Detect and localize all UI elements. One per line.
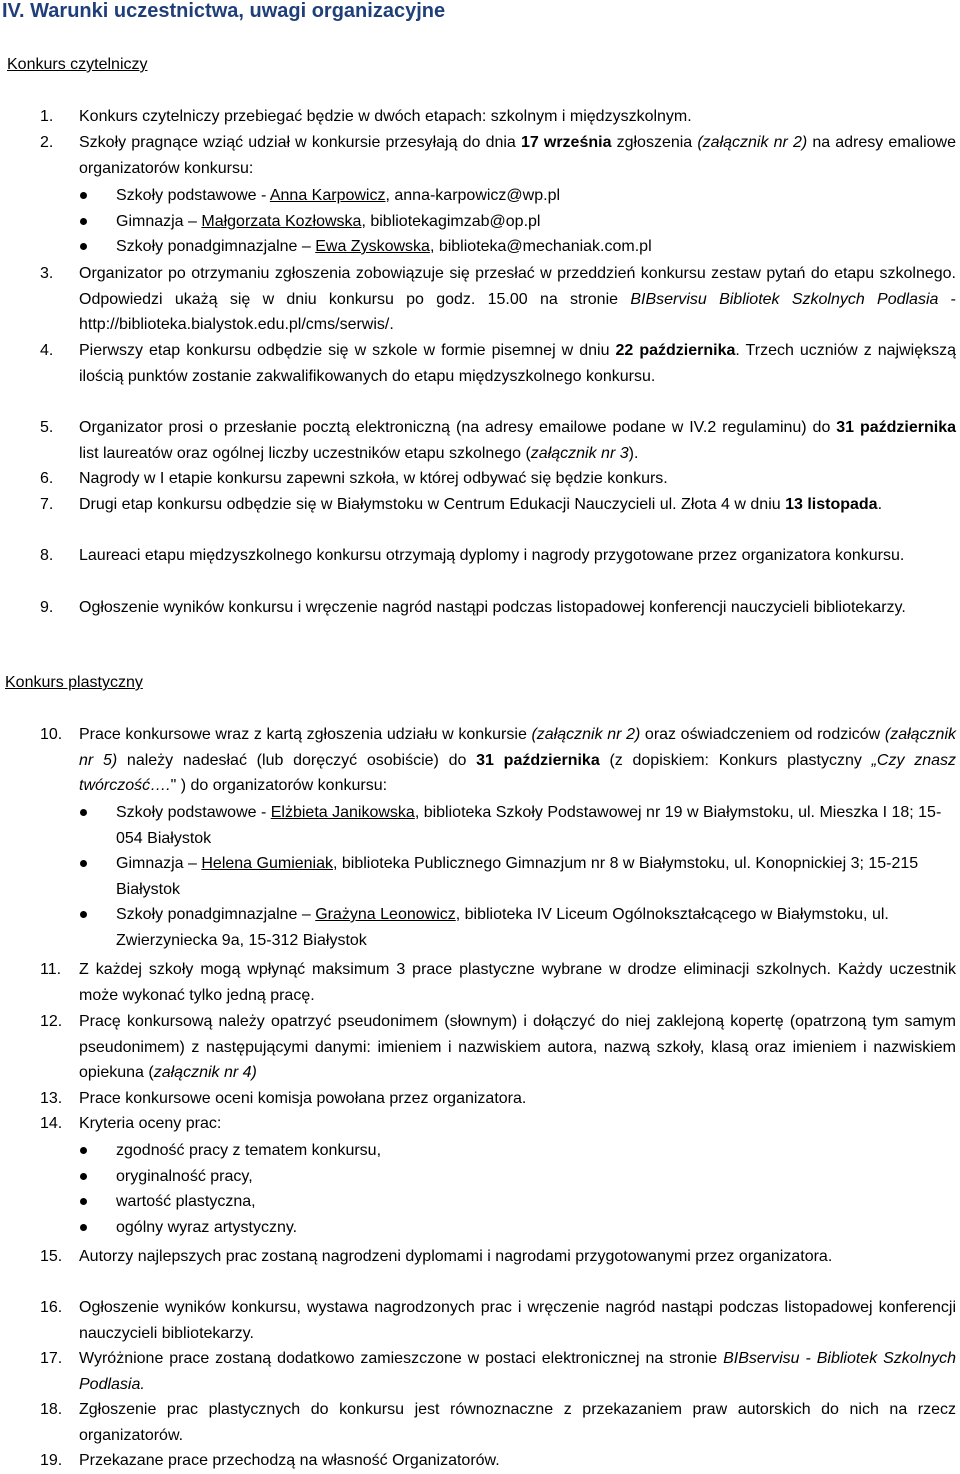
- criteria-list: [80, 1138, 956, 1240]
- person-name: Anna Karpowicz: [269, 187, 386, 204]
- bullet-icon: [80, 1147, 87, 1154]
- list-item: Szkoły ponadgimnazjalne – Grażyna Leonowicz, biblioteka IV Liceum Ogólnokształcącego w Białymstoku, ul. Zwierzyniecka 9a, 15-312 Białystok: [80, 902, 956, 953]
- list-item-6: 6. Nagrody w I etapie konkursu zapewni szkoła, w której odbywać się będzie konkurs.: [40, 470, 668, 487]
- list-item-15: 15. Autorzy najlepszych prac zostaną nagrodzeni dyplomami i nagrodami przygotowanymi przez organizatora.: [40, 1248, 833, 1265]
- person-name: Grażyna Leonowicz: [315, 906, 456, 923]
- list-item: Szkoły ponadgimnazjalne – Ewa Zyskowska, biblioteka@mechaniak.com.pl: [80, 234, 956, 260]
- bullet-icon: [80, 1173, 87, 1180]
- list-item: Gimnazja – Helena Gumieniak, biblioteka Publicznego Gimnazjum nr 8 w Białymstoku, ul. Konopnickiej 3; 15-215 Białystok: [80, 851, 956, 902]
- art-organizers-list: [80, 800, 956, 953]
- bullet-icon: [80, 192, 87, 199]
- list-item-8: 8. Laureaci etapu międzyszkolnego konkursu otrzymają dyplomy i nagrody przygotowane przez organizatora konkursu.: [40, 547, 905, 564]
- bullet-icon: [80, 809, 87, 816]
- list-item-4: 4. Pierwszy etap konkursu odbędzie się w szkole w formie pisemnej w dniu 22 października. Trzech uczniów z największą ilością punktów zostanie zakwalifikowanych do etapu międzyszkolnego konkursu.: [40, 342, 956, 385]
- list-item-17: 17. Wyróżnione prace zostaną dodatkowo zamieszczone w postaci elektronicznej na stronie BIBservisu - Bibliotek Szkolnych Podlasia.: [40, 1350, 957, 1393]
- section-title-art-contest: Konkurs plastyczny: [5, 674, 143, 691]
- list-item: wartość plastyczna,: [80, 1189, 956, 1215]
- bullet-icon: [80, 1224, 87, 1231]
- list-item-19: 19. Przekazane prace przechodzą na własność Organizatorów.: [40, 1452, 500, 1469]
- list-item: Gimnazja – Małgorzata Kozłowska, bibliotekagimzab@op.pl: [80, 209, 956, 235]
- bullet-icon: [80, 218, 87, 225]
- list-item-12: 12. Pracę konkursową należy opatrzyć pseudonimem (słownym) i dołączyć do niej zaklejoną kopertę (opatrzoną tym samym pseudonimem) z następującymi danymi: imieniem i nazwiskiem autora, nazwą szkoły, klasą oraz imieniem i nazwiskiem opiekuna (załącznik nr 4): [40, 1013, 956, 1081]
- list-item-9: 9. Ogłoszenie wyników konkursu i wręczenie nagród nastąpi podczas listopadowej konferencji nauczycieli bibliotekarzy.: [40, 599, 906, 616]
- bullet-icon: [80, 243, 87, 250]
- list-item-2: 2. Szkoły pragnące wziąć udział w konkursie przesyłają do dnia 17 września zgłoszenia (załącznik nr 2) na adresy emaliowe organizatorów konkursu:: [40, 134, 957, 177]
- section-title-reading-contest: Konkurs czytelniczy: [7, 56, 148, 73]
- person-name: Elżbieta Janikowska: [270, 804, 415, 821]
- person-name: Małgorzata Kozłowska: [201, 212, 362, 230]
- bullet-icon: [80, 860, 87, 867]
- list-item-18: 18. Zgłoszenie prac plastycznych do konkursu jest równoznaczne z przekazaniem praw autorskich do nich na rzecz organizatorów.: [40, 1401, 956, 1444]
- list-item: ogólny wyraz artystyczny.: [80, 1215, 956, 1241]
- list-item-13: 13. Prace konkursowe oceni komisja powołana przez organizatora.: [40, 1090, 527, 1107]
- list-item-14: 14. Kryteria oceny prac:: [40, 1115, 222, 1132]
- list-item-16: 16. Ogłoszenie wyników konkursu, wystawa nagrodzonych prac i wręczenie nagród nastąpi podczas listopadowej konferencji nauczycieli bibliotekarzy.: [40, 1299, 956, 1342]
- list-item-11: 11. Z każdej szkoły mogą wpłynąć maksimum 3 prace plastyczne wybrane w drodze eliminacji szkolnych. Każdy uczestnik może wykonać tylko jedną pracę.: [40, 961, 956, 1004]
- list-item: zgodność pracy z tematem konkursu,: [80, 1138, 956, 1164]
- bullet-icon: [80, 1198, 87, 1205]
- organizers-list: [80, 183, 956, 260]
- list-item-10: 10. Prace konkursowe wraz z kartą zgłoszenia udziału w konkursie (załącznik nr 2) oraz oświadczeniem od rodziców (załącznik nr 5) należy nadesłać (lub doręczyć osobiście) do 31 października (z dopiskiem: Konkurs plastyczny „Czy znasz twórczość…." ) do organizatorów konkursu:: [40, 726, 957, 794]
- person-name: Ewa Zyskowska: [315, 238, 430, 255]
- list-item-7: 7. Drugi etap konkursu odbędzie się w Białymstoku w Centrum Edukacji Nauczycieli ul. Złota 4 w dniu 13 listopada.: [40, 496, 883, 513]
- bullet-icon: [80, 911, 87, 918]
- list-item: Szkoły podstawowe - Elżbieta Janikowska, biblioteka Szkoły Podstawowej nr 19 w Białymstoku, ul. Mieszka I 18; 15-054 Białystok: [80, 800, 956, 851]
- list-item: oryginalność pracy,: [80, 1164, 956, 1190]
- person-name: Helena Gumieniak: [201, 855, 333, 872]
- list-item-5: 5. Organizator prosi o przesłanie pocztą elektroniczną (na adresy emailowe podane w IV.2 regulaminu) do 31 października list laureatów oraz ogólnej liczby uczestników etapu szkolnego (załącznik nr 3).: [40, 419, 957, 462]
- page-title: IV. Warunki uczestnictwa, uwagi organizacyjne: [2, 0, 446, 22]
- list-item-1: 1. Konkurs czytelniczy przebiegać będzie w dwóch etapach: szkolnym i międzyszkolnym.: [40, 108, 692, 125]
- list-item-3: 3. Organizator po otrzymaniu zgłoszenia zobowiązuje się przesłać w przeddzień konkursu zestaw pytań do etapu szkolnego. Odpowiedzi ukażą się w dniu konkursu po godz. 15.00 na stronie BIBservisu Bibliotek Szkolnych Podlasia - http://biblioteka.bialystok.edu.pl/cms/serwis/.: [40, 265, 957, 333]
- list-item: Szkoły podstawowe - Anna Karpowicz, anna-karpowicz@wp.pl: [80, 183, 956, 209]
